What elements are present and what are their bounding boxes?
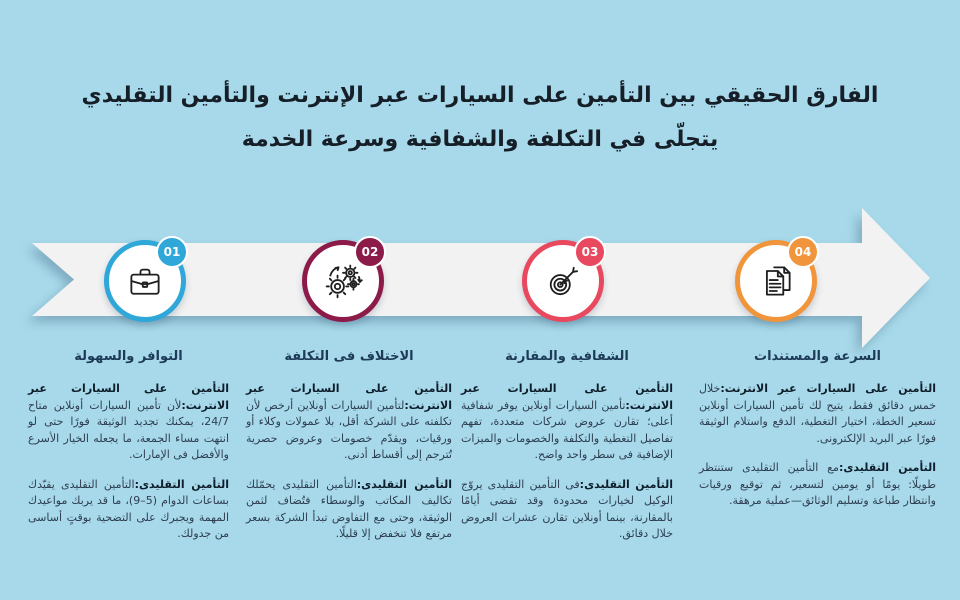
step-circle-3 <box>522 240 604 322</box>
online-insurance-text: خلال خمس دقائق فقط، يتيح لك تأمين السيارات أونلاين تسعير الخطة، اختيار التغطية، الدفع واستلام الوثيقة فورًا عبر البريد الإلكترونى. <box>699 382 936 445</box>
step-circle-4 <box>735 240 817 322</box>
online-insurance-text: لتأمين السيارات أونلاين أرخص لأن تكلفته على الشركة أقل، بلا عمولات وكلاء أو ورقيات، ويقدّم خصومات وعروض حصرية تُترجم إلى أقساط أدنى. <box>246 398 452 461</box>
step-number-badge-1: 01 <box>156 236 188 268</box>
online-insurance-label: التأمين على السيارات عبر الانترنت: <box>246 382 452 412</box>
step1-traditional-paragraph <box>28 477 229 543</box>
traditional-insurance-label: التأمين التقليدى: <box>838 461 936 474</box>
step-column-1 <box>28 349 229 556</box>
step-circle-2 <box>302 240 384 322</box>
target-icon <box>543 261 583 301</box>
step1-online-paragraph <box>28 381 229 464</box>
page-title-line1: الفارق الحقيقي بين التأمين على السيارات عبر الإنترنت والتأمين التقليدي <box>81 83 879 108</box>
step2-traditional-paragraph <box>246 477 452 543</box>
traditional-insurance-text: فى التأمين التقليدى يروّج الوكيل لخيارات محدودة وقد تقضى أيامًا بالمقارنة، بينما أونلاين تقارن عشرات العروض خلال دقائق. <box>461 477 673 540</box>
online-insurance-label: التأمين على السيارات عبر الانترنت: <box>28 382 229 412</box>
step3-traditional-paragraph <box>461 477 673 543</box>
step-circle-1 <box>104 240 186 322</box>
traditional-insurance-text: التأمين التقليدى يقيّدك بساعات الدوام ‭(9–5)‬، ما قد يربك مواعيدك المهمة ويجبرك على التضحية بوقتٍ أساسى من جدولك. <box>28 477 229 540</box>
step-column-4 <box>699 349 936 523</box>
online-insurance-text: تأمين السيارات أونلاين يوفر شفافية أعلى؛ تقارن عروض شركات متعددة، تفهم تفاصيل التغطية والتكلفة والخصومات والميزات الإضافية فى سطر واحد واضح. <box>461 398 673 461</box>
online-insurance-label: التأمين على السيارات عبر الانترنت: <box>720 382 936 395</box>
step-column-3 <box>461 349 673 556</box>
step-heading-4: السرعة والمستندات <box>754 349 881 364</box>
step-heading-1: التوافر والسهولة <box>74 349 183 364</box>
step-number-badge-4: 04 <box>787 236 819 268</box>
online-insurance-text: لأن تأمين السيارات أونلاين متاح 24/7، يمكنك تجديد الوثيقة فورًا حتى لو انتهت مساء الجمعة، ما يجعله الخيار الأسرع والأفضل فى الإمارات. <box>28 398 229 461</box>
traditional-insurance-label: التأمين التقليدى: <box>134 477 229 491</box>
page-title-line2: يتجلّى في التكلفة والشفافية وسرعة الخدمة <box>241 127 719 152</box>
documents-icon <box>756 261 796 301</box>
step-column-2 <box>246 349 452 556</box>
step4-traditional-paragraph <box>699 460 936 510</box>
gears-icon <box>323 261 363 301</box>
step-number-badge-2: 02 <box>354 236 386 268</box>
traditional-insurance-text: التأمين التقليدى يحمّلك تكاليف المكاتب والوسطاء فتُضاف لثمن الوثيقة، وحتى مع التفاوض تبدأ الشركة بسعر مرتفع فلا تنخفض إلا قليلًا. <box>246 477 452 540</box>
step3-online-paragraph <box>461 381 673 464</box>
step2-online-paragraph <box>246 381 452 464</box>
step-heading-3: الشفافية والمقارنة <box>505 349 629 364</box>
step4-online-paragraph <box>699 381 936 447</box>
traditional-insurance-text: مع التأمين التقليدى ستنتظر طويلًا: يومًا أو يومين لتسعير، ثم توقيع ورقيات وانتظار طباعة وتسليم الوثائق—عملية مرهقة. <box>699 461 936 507</box>
step-number-badge-3: 03 <box>574 236 606 268</box>
traditional-insurance-label: التأمين التقليدى: <box>579 477 673 491</box>
briefcase-icon <box>125 262 165 300</box>
online-insurance-label: التأمين على السيارات عبر الانترنت: <box>461 382 673 412</box>
traditional-insurance-label: التأمين التقليدى: <box>356 477 452 491</box>
step-heading-2: الاختلاف فى التكلفة <box>284 349 414 364</box>
